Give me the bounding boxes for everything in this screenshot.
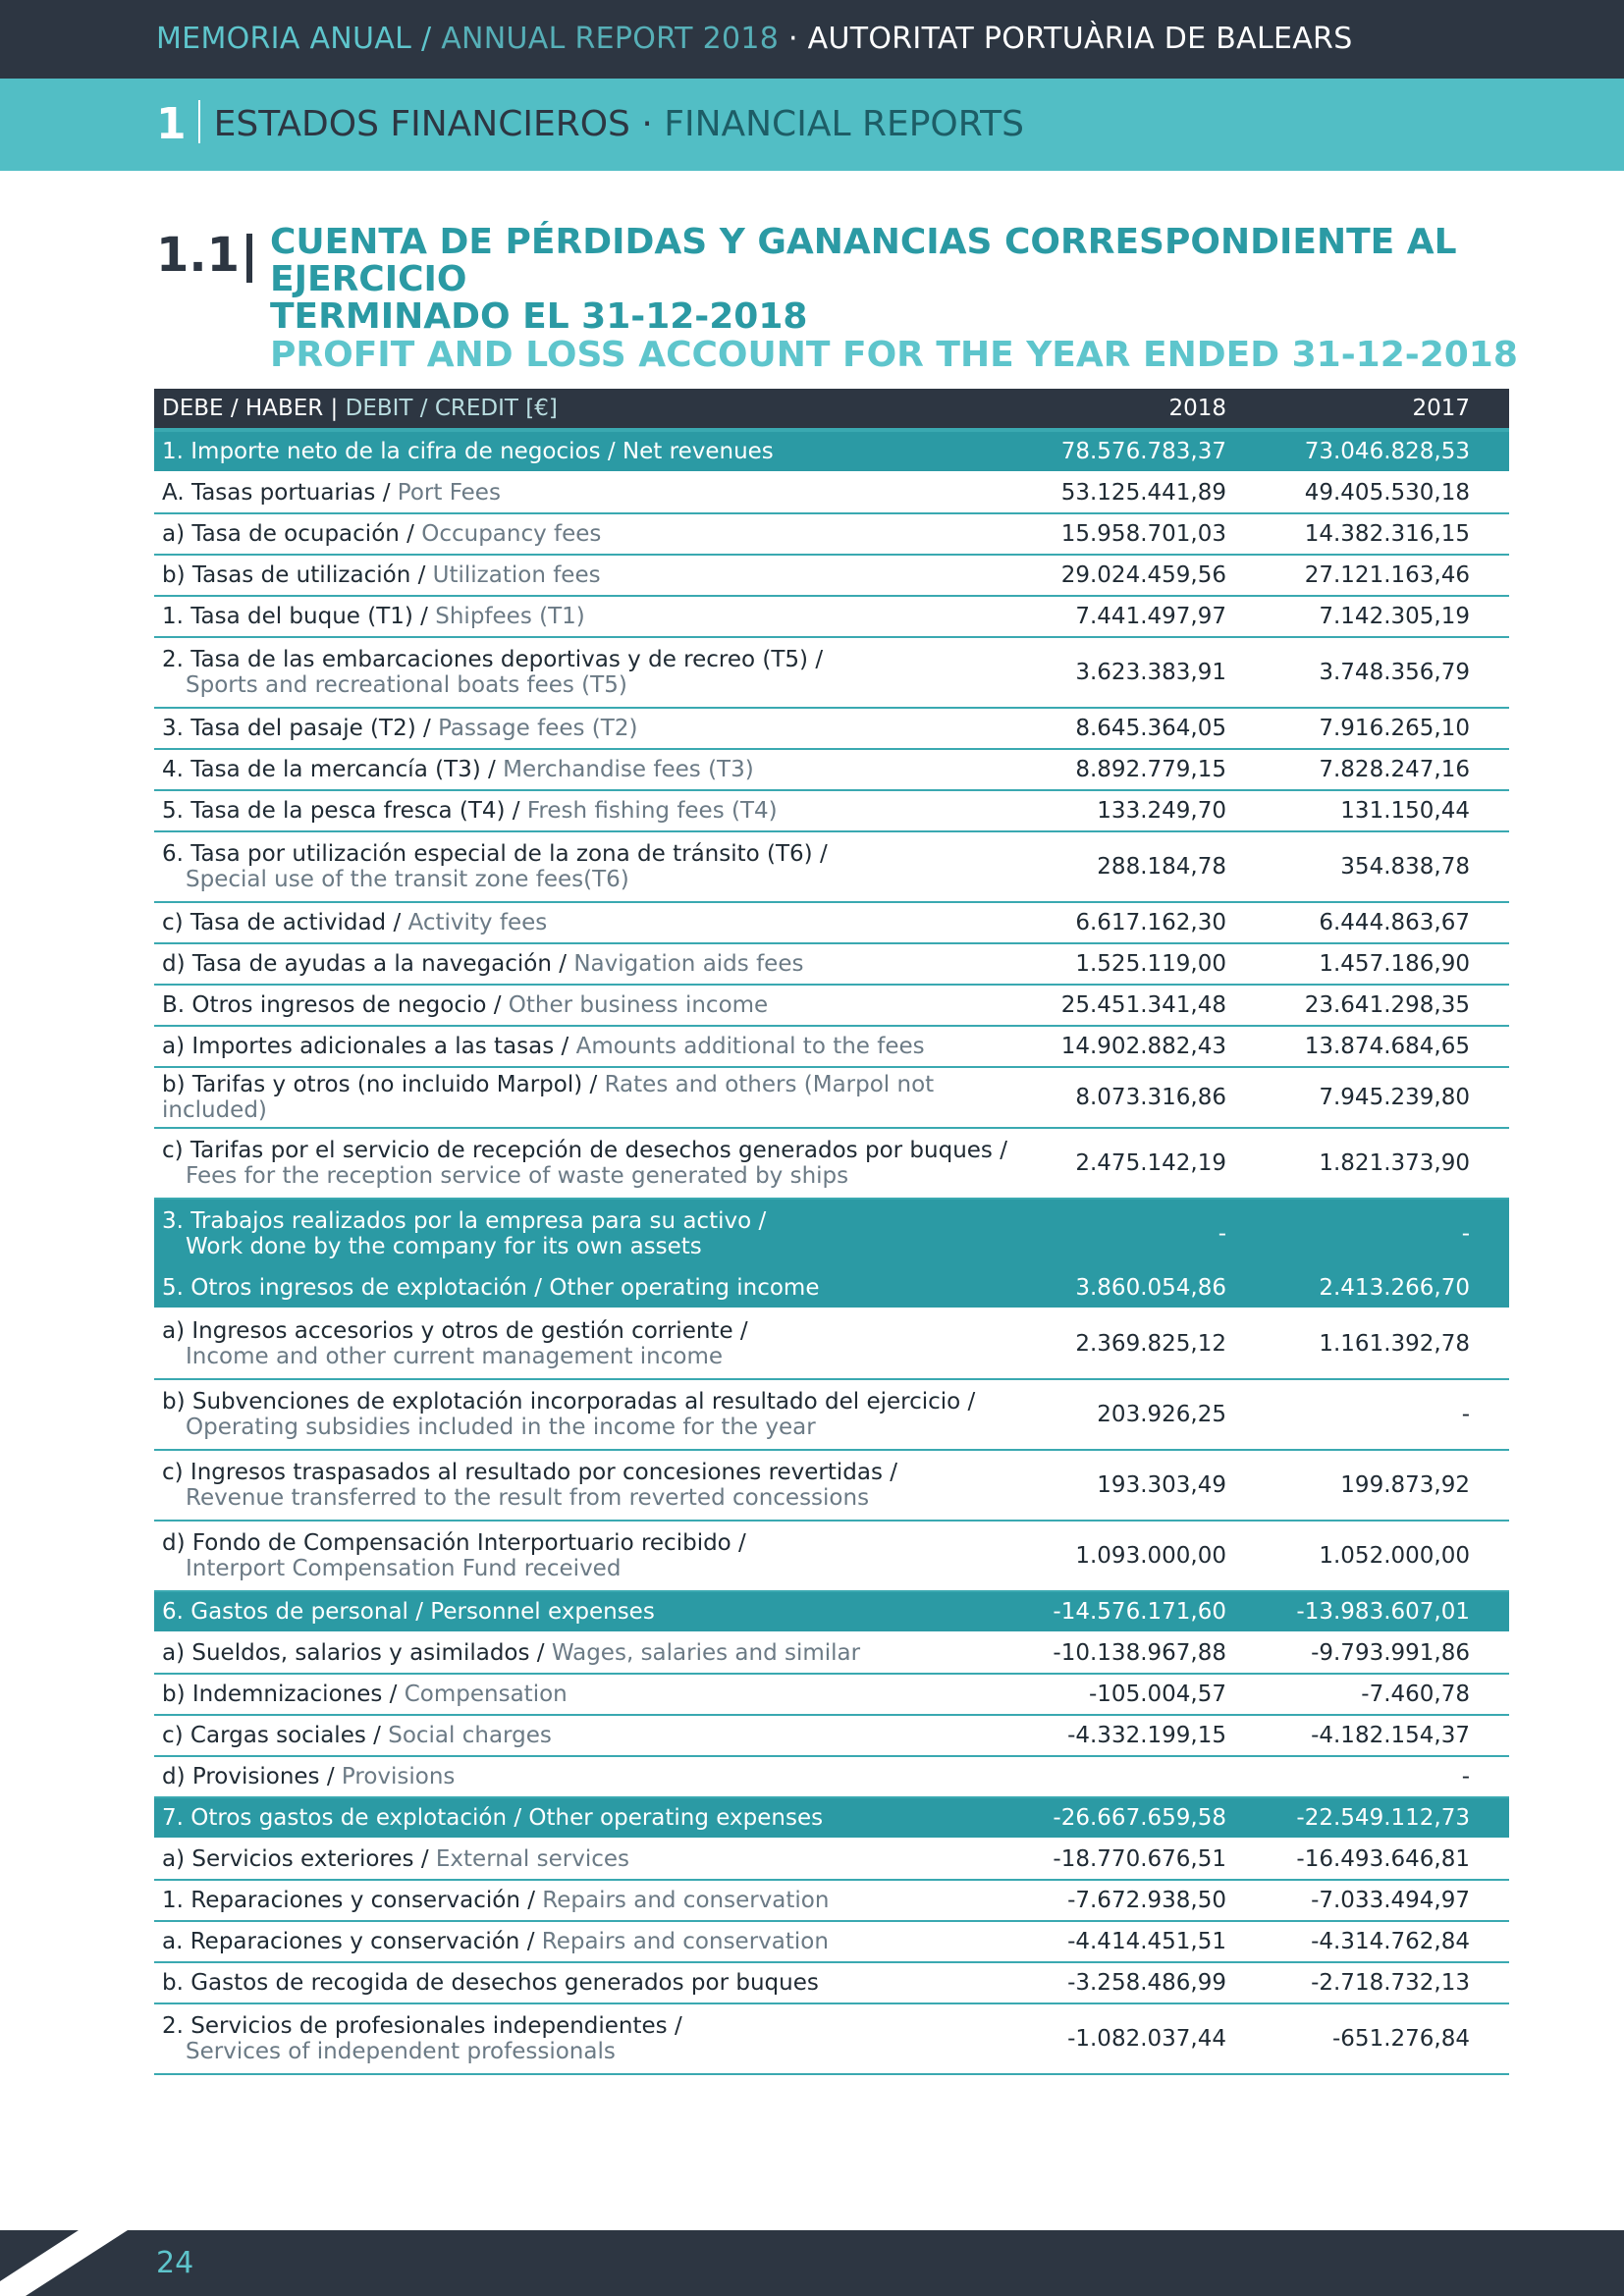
table-row bbox=[154, 1067, 1509, 1128]
footer-wedge-decoration bbox=[0, 2230, 128, 2296]
row-label-en: Navigation aids fees bbox=[573, 951, 804, 977]
value-2017: 3.748.356,79 bbox=[1266, 637, 1509, 708]
value-2018: -7.672.938,50 bbox=[1022, 1880, 1266, 1921]
page-footer bbox=[0, 2230, 1624, 2296]
value-2018: - bbox=[1022, 1199, 1266, 1268]
table-row bbox=[154, 1128, 1509, 1199]
row-label bbox=[154, 1839, 1022, 1880]
value-2018: 193.303,49 bbox=[1022, 1450, 1266, 1521]
section-divider bbox=[198, 100, 200, 143]
value-2017: 1.457.186,90 bbox=[1266, 943, 1509, 985]
row-label-es: B. Otros ingresos de negocio / bbox=[162, 992, 502, 1018]
value-2017: 199.873,92 bbox=[1266, 1450, 1509, 1521]
header-label-es: DEBE / HABER | bbox=[162, 396, 339, 421]
row-label-en: Shipfees (T1) bbox=[435, 604, 585, 629]
table-row bbox=[154, 1880, 1509, 1921]
header-label-en: DEBIT / CREDIT [€] bbox=[345, 396, 558, 421]
table-row bbox=[154, 943, 1509, 985]
table-row bbox=[154, 1962, 1509, 2003]
table-section-row bbox=[154, 1199, 1509, 1268]
table-row bbox=[154, 1839, 1509, 1880]
row-label bbox=[154, 1067, 1022, 1128]
table-row bbox=[154, 555, 1509, 596]
row-label bbox=[154, 430, 1022, 472]
row-label-es: 2. Tasa de las embarcaciones deportivas y de recreo (T5) / bbox=[162, 647, 824, 672]
header-col-2017: 2017 bbox=[1266, 389, 1509, 430]
table-section-row bbox=[154, 1591, 1509, 1632]
report-header-bar bbox=[0, 0, 1624, 79]
row-label-es: d) Tasa de ayudas a la navegación / bbox=[162, 951, 568, 977]
value-2017: -22.549.112,73 bbox=[1266, 1797, 1509, 1839]
row-label bbox=[154, 1591, 1022, 1632]
value-2017: 7.142.305,19 bbox=[1266, 596, 1509, 637]
value-2018: 14.902.882,43 bbox=[1022, 1026, 1266, 1067]
row-label-es: 1. Reparaciones y conservación / bbox=[162, 1888, 535, 1913]
value-2017: 354.838,78 bbox=[1266, 831, 1509, 902]
value-2017: 131.150,44 bbox=[1266, 790, 1509, 831]
row-label bbox=[154, 513, 1022, 555]
table-row bbox=[154, 1632, 1509, 1674]
value-2018: 1.093.000,00 bbox=[1022, 1521, 1266, 1591]
header-authority: · AUTORITAT PORTUÀRIA DE BALEARS bbox=[788, 22, 1353, 56]
value-2017: 14.382.316,15 bbox=[1266, 513, 1509, 555]
value-2018: -26.667.659,58 bbox=[1022, 1797, 1266, 1839]
row-label bbox=[154, 790, 1022, 831]
table-row bbox=[154, 1756, 1509, 1797]
row-label-en-line2: Services of independent professionals bbox=[186, 2039, 616, 2064]
row-label bbox=[154, 1962, 1022, 2003]
row-label-es: 3. Tasa del pasaje (T2) / bbox=[162, 716, 431, 741]
row-label bbox=[154, 472, 1022, 513]
subsection-number: 1.1 bbox=[156, 228, 241, 283]
row-label-en: Activity fees bbox=[407, 910, 548, 935]
table-row bbox=[154, 985, 1509, 1026]
row-label bbox=[154, 1674, 1022, 1715]
header-memoria: MEMORIA ANUAL / bbox=[156, 22, 432, 56]
value-2018: 25.451.341,48 bbox=[1022, 985, 1266, 1026]
row-label-es: a) Ingresos accesorios y otros de gestión corriente / bbox=[162, 1318, 748, 1344]
value-2018: 1.525.119,00 bbox=[1022, 943, 1266, 985]
table-row bbox=[154, 831, 1509, 902]
value-2017: 7.916.265,10 bbox=[1266, 708, 1509, 749]
row-label bbox=[154, 831, 1022, 902]
row-label-en: Amounts additional to the fees bbox=[575, 1034, 925, 1059]
row-label bbox=[154, 985, 1022, 1026]
value-2018: -4.414.451,51 bbox=[1022, 1921, 1266, 1962]
value-2017: 23.641.298,35 bbox=[1266, 985, 1509, 1026]
value-2017: 13.874.684,65 bbox=[1266, 1026, 1509, 1067]
header-label bbox=[154, 389, 1022, 430]
profit-loss-table bbox=[154, 389, 1509, 2075]
value-2017: - bbox=[1266, 1199, 1509, 1268]
table-row bbox=[154, 749, 1509, 790]
row-label-en: Occupancy fees bbox=[421, 521, 602, 547]
row-label bbox=[154, 1199, 1022, 1268]
row-label bbox=[154, 1521, 1022, 1591]
row-label bbox=[154, 1880, 1022, 1921]
row-label-es: 5. Tasa de la pesca fresca (T4) / bbox=[162, 798, 520, 824]
table-row bbox=[154, 472, 1509, 513]
row-label-en: External services bbox=[435, 1846, 629, 1872]
row-label-es: A. Tasas portuarias / bbox=[162, 480, 391, 506]
row-label-en-line2: Income and other current management income bbox=[186, 1344, 724, 1369]
row-label-en: Repairs and conservation bbox=[542, 1888, 830, 1913]
value-2017: -7.033.494,97 bbox=[1266, 1880, 1509, 1921]
row-label-en: Passage fees (T2) bbox=[438, 716, 638, 741]
table-row bbox=[154, 1026, 1509, 1067]
row-label-en: Merchandise fees (T3) bbox=[503, 757, 754, 782]
section-number: 1 bbox=[156, 99, 187, 149]
value-2018: 8.645.364,05 bbox=[1022, 708, 1266, 749]
value-2018: 2.475.142,19 bbox=[1022, 1128, 1266, 1199]
row-label bbox=[154, 1379, 1022, 1450]
subsection-divider bbox=[246, 234, 252, 283]
row-label-es: 5. Otros ingresos de explotación / Other operating income bbox=[162, 1275, 820, 1301]
value-2017: 7.828.247,16 bbox=[1266, 749, 1509, 790]
value-2018: 15.958.701,03 bbox=[1022, 513, 1266, 555]
row-label-es: 6. Tasa por utilización especial de la zona de tránsito (T6) / bbox=[162, 841, 828, 867]
value-2018: 8.892.779,15 bbox=[1022, 749, 1266, 790]
value-2018: -10.138.967,88 bbox=[1022, 1632, 1266, 1674]
value-2017: -651.276,84 bbox=[1266, 2003, 1509, 2074]
row-label-es: b) Subvenciones de explotación incorporadas al resultado del ejercicio / bbox=[162, 1389, 976, 1415]
table-header-row bbox=[154, 389, 1509, 430]
value-2018: 6.617.162,30 bbox=[1022, 902, 1266, 943]
row-label-en: Wages, salaries and similar bbox=[551, 1640, 861, 1666]
row-label-en: Social charges bbox=[388, 1723, 552, 1748]
value-2017: -16.493.646,81 bbox=[1266, 1839, 1509, 1880]
page-number: 24 bbox=[156, 2246, 194, 2280]
row-label-es: b) Tarifas y otros (no incluido Marpol) / bbox=[162, 1072, 598, 1097]
row-label-en: Utilization fees bbox=[432, 562, 601, 588]
row-label-es: 1. Tasa del buque (T1) / bbox=[162, 604, 428, 629]
row-label bbox=[154, 902, 1022, 943]
subsection-title-en: PROFIT AND LOSS ACCOUNT FOR THE YEAR ENDED 31-12-2018 bbox=[270, 335, 1518, 375]
table-row bbox=[154, 1715, 1509, 1756]
value-2018: -1.082.037,44 bbox=[1022, 2003, 1266, 2074]
row-label-es: a) Tasa de ocupación / bbox=[162, 521, 414, 547]
row-label-es: a) Sueldos, salarios y asimilados / bbox=[162, 1640, 545, 1666]
subsection-title-es-line2: TERMINADO EL 31-12-2018 bbox=[270, 296, 808, 337]
value-2017: -4.182.154,37 bbox=[1266, 1715, 1509, 1756]
row-label-es: a) Servicios exteriores / bbox=[162, 1846, 429, 1872]
table-row bbox=[154, 708, 1509, 749]
value-2017: -4.314.762,84 bbox=[1266, 1921, 1509, 1962]
value-2017: -9.793.991,86 bbox=[1266, 1632, 1509, 1674]
row-label bbox=[154, 637, 1022, 708]
row-label-en: Repairs and conservation bbox=[541, 1929, 829, 1954]
table-row bbox=[154, 2003, 1509, 2074]
row-label bbox=[154, 749, 1022, 790]
table-row bbox=[154, 1674, 1509, 1715]
row-label bbox=[154, 2003, 1022, 2074]
value-2018: 53.125.441,89 bbox=[1022, 472, 1266, 513]
row-label-es: b. Gastos de recogida de desechos generados por buques bbox=[162, 1970, 819, 1996]
value-2017: 73.046.828,53 bbox=[1266, 430, 1509, 472]
value-2018: -18.770.676,51 bbox=[1022, 1839, 1266, 1880]
table-row bbox=[154, 902, 1509, 943]
table-row bbox=[154, 513, 1509, 555]
table-body bbox=[154, 430, 1509, 2074]
value-2018: -3.258.486,99 bbox=[1022, 1962, 1266, 2003]
value-2017: - bbox=[1266, 1379, 1509, 1450]
table-section-row bbox=[154, 1268, 1509, 1308]
row-label bbox=[154, 1756, 1022, 1797]
header-annual-report: ANNUAL REPORT 2018 bbox=[441, 22, 780, 56]
value-2017: - bbox=[1266, 1756, 1509, 1797]
row-label-en-line2: Sports and recreational boats fees (T5) bbox=[186, 672, 627, 698]
row-label-en: Port Fees bbox=[397, 480, 501, 506]
row-label-en-line2: Fees for the reception service of waste generated by ships bbox=[186, 1163, 849, 1189]
value-2018: -14.576.171,60 bbox=[1022, 1591, 1266, 1632]
table-row bbox=[154, 596, 1509, 637]
row-label bbox=[154, 708, 1022, 749]
row-label-es: 1. Importe neto de la cifra de negocios / Net revenues bbox=[162, 439, 774, 464]
value-2017: 1.052.000,00 bbox=[1266, 1521, 1509, 1591]
row-label-es: c) Cargas sociales / bbox=[162, 1723, 381, 1748]
row-label-en: Other business income bbox=[508, 992, 769, 1018]
row-label-en: Fresh fishing fees (T4) bbox=[526, 798, 778, 824]
row-label bbox=[154, 1128, 1022, 1199]
row-label-es: a. Reparaciones y conservación / bbox=[162, 1929, 535, 1954]
table-row bbox=[154, 1921, 1509, 1962]
table-row bbox=[154, 637, 1509, 708]
table-row bbox=[154, 1308, 1509, 1379]
row-label-en-line2: Operating subsidies included in the income for the year bbox=[186, 1415, 816, 1440]
row-label bbox=[154, 1632, 1022, 1674]
value-2017: 2.413.266,70 bbox=[1266, 1268, 1509, 1308]
row-label-es: 3. Trabajos realizados por la empresa para su activo / bbox=[162, 1208, 767, 1234]
value-2018: 288.184,78 bbox=[1022, 831, 1266, 902]
row-label-en-line2: Revenue transferred to the result from reverted concessions bbox=[186, 1485, 870, 1511]
row-label-es: d) Fondo de Compensación Interportuario recibido / bbox=[162, 1530, 746, 1556]
row-label-es: 2. Servicios de profesionales independientes / bbox=[162, 2013, 682, 2039]
value-2017: 6.444.863,67 bbox=[1266, 902, 1509, 943]
row-label bbox=[154, 1308, 1022, 1379]
row-label-es: c) Tarifas por el servicio de recepción de desechos generados por buques / bbox=[162, 1138, 1007, 1163]
value-2017: 7.945.239,80 bbox=[1266, 1067, 1509, 1128]
row-label-en: Rates and others (Marpol not included) bbox=[162, 1072, 935, 1123]
row-label-en-line2: Special use of the transit zone fees(T6) bbox=[186, 867, 629, 892]
row-label bbox=[154, 1268, 1022, 1308]
table-row bbox=[154, 1379, 1509, 1450]
row-label-es: 7. Otros gastos de explotación / Other operating expenses bbox=[162, 1805, 824, 1831]
section-title-bar bbox=[0, 79, 1624, 171]
row-label bbox=[154, 943, 1022, 985]
subsection-title-es-line1: CUENTA DE PÉRDIDAS Y GANANCIAS CORRESPONDIENTE AL EJERCICIO bbox=[270, 222, 1457, 299]
value-2017: 1.821.373,90 bbox=[1266, 1128, 1509, 1199]
value-2017: 1.161.392,78 bbox=[1266, 1308, 1509, 1379]
row-label-es: b) Indemnizaciones / bbox=[162, 1682, 398, 1707]
value-2018: -105.004,57 bbox=[1022, 1674, 1266, 1715]
value-2018: -4.332.199,15 bbox=[1022, 1715, 1266, 1756]
value-2018: 29.024.459,56 bbox=[1022, 555, 1266, 596]
value-2017: 49.405.530,18 bbox=[1266, 472, 1509, 513]
row-label bbox=[154, 555, 1022, 596]
row-label-es: 6. Gastos de personal / Personnel expenses bbox=[162, 1599, 655, 1625]
value-2018: 133.249,70 bbox=[1022, 790, 1266, 831]
row-label-en: Compensation bbox=[404, 1682, 568, 1707]
row-label-es: c) Ingresos traspasados al resultado por concesiones revertidas / bbox=[162, 1460, 898, 1485]
row-label bbox=[154, 1921, 1022, 1962]
value-2018 bbox=[1022, 1756, 1266, 1797]
value-2017: -13.983.607,01 bbox=[1266, 1591, 1509, 1632]
row-label bbox=[154, 1797, 1022, 1839]
table-row bbox=[154, 790, 1509, 831]
value-2017: -2.718.732,13 bbox=[1266, 1962, 1509, 2003]
section-title-en: FINANCIAL REPORTS bbox=[664, 104, 1024, 144]
value-2018: 3.623.383,91 bbox=[1022, 637, 1266, 708]
value-2017: -7.460,78 bbox=[1266, 1674, 1509, 1715]
row-label-es: b) Tasas de utilización / bbox=[162, 562, 426, 588]
table-row bbox=[154, 1450, 1509, 1521]
row-label-es: 4. Tasa de la mercancía (T3) / bbox=[162, 757, 496, 782]
row-label bbox=[154, 1026, 1022, 1067]
row-label bbox=[154, 1450, 1022, 1521]
row-label bbox=[154, 1715, 1022, 1756]
row-label-es-line2: Work done by the company for its own assets bbox=[186, 1234, 702, 1259]
table-section-row bbox=[154, 430, 1509, 472]
value-2018: 8.073.316,86 bbox=[1022, 1067, 1266, 1128]
table-section-row bbox=[154, 1797, 1509, 1839]
table-row bbox=[154, 1521, 1509, 1591]
value-2018: 3.860.054,86 bbox=[1022, 1268, 1266, 1308]
value-2018: 203.926,25 bbox=[1022, 1379, 1266, 1450]
row-label-es: c) Tasa de actividad / bbox=[162, 910, 402, 935]
row-label bbox=[154, 596, 1022, 637]
value-2018: 78.576.783,37 bbox=[1022, 430, 1266, 472]
value-2017: 27.121.163,46 bbox=[1266, 555, 1509, 596]
section-title-es: ESTADOS FINANCIEROS · bbox=[213, 104, 653, 144]
row-label-en: Provisions bbox=[341, 1764, 456, 1789]
header-col-2018: 2018 bbox=[1022, 389, 1266, 430]
row-label-es: a) Importes adicionales a las tasas / bbox=[162, 1034, 569, 1059]
value-2018: 7.441.497,97 bbox=[1022, 596, 1266, 637]
row-label-es: d) Provisiones / bbox=[162, 1764, 335, 1789]
value-2018: 2.369.825,12 bbox=[1022, 1308, 1266, 1379]
row-label-en-line2: Interport Compensation Fund received bbox=[186, 1556, 622, 1581]
